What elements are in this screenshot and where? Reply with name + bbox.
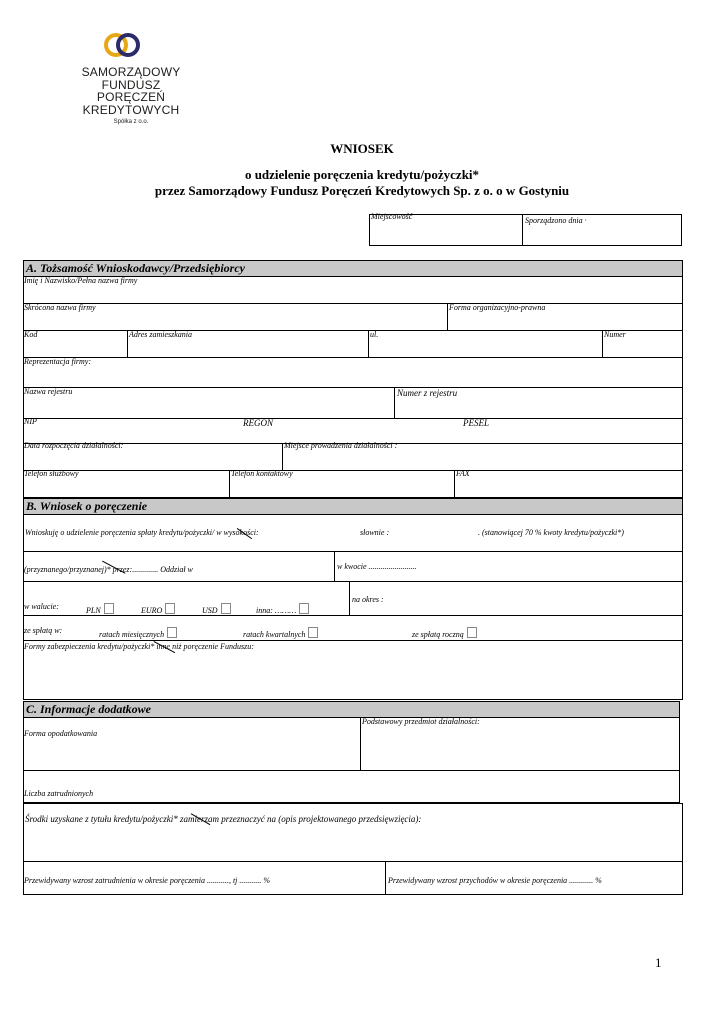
employees-label: Liczba zatrudnionych (24, 789, 94, 798)
quarterly-checkbox[interactable] (308, 627, 318, 638)
repay-label: ze spłatą w: (24, 626, 63, 635)
page-subtitle-1: o udzielenie poręczenia kredytu/pożyczki* (244, 167, 480, 182)
nip-label: NIP (24, 417, 37, 426)
business-place-label: Miejsce prowadzenia działalności : (284, 441, 398, 450)
number-label: Numer (604, 330, 626, 339)
section-a-heading: A. Tożsamość Wnioskodawcy/Przedsiębiorcy (23, 260, 683, 277)
page-subtitle-2: przez Samorządowy Fundusz Poręczeń Kredytowych Sp. z o. o w Gostyniu (154, 183, 570, 198)
usd-checkbox[interactable] (221, 603, 231, 614)
representation-label: Reprezentacja firmy: (24, 357, 92, 366)
tax-form-box[interactable] (23, 717, 680, 771)
granted-label: (przyznanego/przyznanej)* przez:............. Oddział w (24, 565, 193, 574)
yearly-checkbox[interactable] (467, 627, 477, 638)
euro-checkbox[interactable] (165, 603, 175, 614)
quarterly-option: ratach kwartalnych (243, 627, 318, 639)
section-c-heading: C. Informacje dodatkowe (23, 701, 680, 718)
monthly-checkbox[interactable] (167, 627, 177, 638)
currency-euro: EURO (141, 603, 175, 615)
fax-label: FAX (456, 469, 470, 478)
purpose-label: Środki uzyskane z tytułu kredytu/pożyczki* zamierzam przeznaczyć na (opis projektowanego przedsięwzięcia): (25, 814, 422, 824)
logo-text (75, 66, 187, 116)
employment-growth-label: Przewidywany wzrost zatrudnienia w okresie poręczenia ..........., tj ........... % (24, 876, 271, 885)
short-name-label: Skrócona nazwa firmy (24, 303, 96, 312)
revenue-growth-label: Przewidywany wzrost przychodów w okresie poręczenia ............ % (388, 876, 602, 885)
currency-other: inna: ……… (256, 603, 309, 615)
request-label: Wnioskuję o udzielenie poręczenia spłaty kredytu/pożyczki/ w wysokości: (25, 528, 259, 537)
full-name-label: Imię i Nazwisko/Pełna nazwa firmy (24, 276, 138, 285)
yearly-option: ze spłatą roczną (412, 627, 477, 639)
currency-label: w walucie: (24, 602, 59, 611)
tax-form-label: Forma opodatkowania (24, 729, 98, 738)
section-b-heading: B. Wniosek o poręczenie (23, 498, 683, 515)
phone-work-label: Telefon służbowy (24, 469, 79, 478)
amount-label: w kwocie ........................ (337, 562, 417, 571)
date-label: Sporządzono dnia · (525, 216, 587, 225)
employees-box[interactable] (23, 770, 680, 803)
postal-code-label: Kod (24, 330, 38, 339)
address-label: Adres zamieszkania (129, 330, 193, 339)
pln-checkbox[interactable] (104, 603, 114, 614)
monthly-option: ratach miesięcznych (99, 627, 177, 639)
register-number-label: Numer z rejestru (397, 388, 458, 398)
street-label: ul. (370, 330, 379, 339)
place-label: Miejscowość (371, 212, 413, 221)
logo-rings-icon (100, 28, 144, 64)
phone-contact-label: Telefon kontaktowy (231, 469, 293, 478)
register-name-label: Nazwa rejestru (24, 387, 73, 396)
other-checkbox[interactable] (299, 603, 309, 614)
pesel-label: PESEL (463, 418, 489, 428)
in-words-label: słownie : (360, 528, 390, 537)
logo-line-4: KREDYTOWYCH (82, 102, 180, 117)
main-activity-label: Podstawowy przedmiot działalności: (362, 717, 480, 726)
logo-line-1: SAMORZĄDOWY (81, 65, 181, 79)
currency-pln: PLN (86, 603, 114, 615)
start-date-label: Data rozpoczęcia działalności: (24, 441, 124, 450)
logo-subtitle: Spółka z o.o. (113, 119, 149, 125)
logo-line-2: FUNDUSZ (101, 77, 161, 92)
regon-label: REGON (243, 418, 273, 428)
page-number: 1 (655, 955, 662, 970)
currency-usd: USD (202, 603, 231, 615)
legal-form-label: Forma organizacyjno-prawna (449, 303, 546, 312)
percent-label: . (stanowiącej 70 % kwoty kredytu/pożyczki*) (478, 528, 624, 537)
logo-line-3: PORĘCZEŃ (96, 90, 166, 104)
section-b-table (23, 514, 683, 700)
period-label: na okres : (352, 595, 384, 604)
page-title: WNIOSEK (330, 141, 394, 156)
security-label: Formy zabezpieczenia kredytu/pożyczki* inne niż poręczenie Funduszu: (24, 642, 254, 651)
